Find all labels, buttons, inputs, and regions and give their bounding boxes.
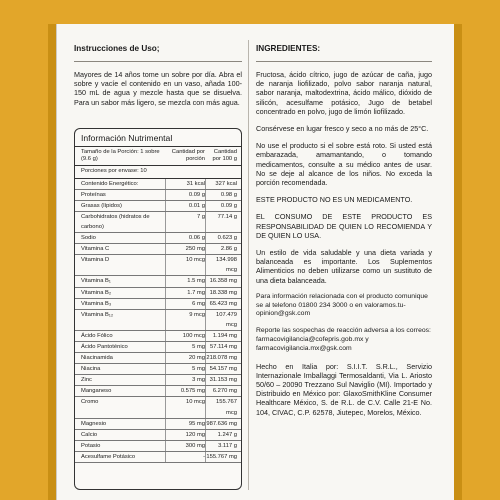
serving-size: Tamaño de la Porción: 1 sobre (9.6 g) — [81, 149, 160, 162]
nutrient-per-serving: 3 mg — [165, 375, 205, 385]
nutrition-row — [75, 288, 241, 299]
nutrition-row — [75, 375, 241, 386]
nutrient-per-100: 6.270 mg — [205, 386, 237, 396]
nutrient-name: Vitamina B₃ — [81, 300, 112, 307]
nutrient-per-100: 107.479 mcg — [205, 310, 237, 330]
nutrient-per-serving: 9 mcg — [165, 310, 205, 330]
nutrition-row — [75, 212, 241, 233]
package-edge-right — [454, 24, 462, 500]
nutrient-per-serving: 1.7 mg — [165, 288, 205, 298]
nutrient-per-100: 77.14 g — [205, 212, 237, 232]
nutrient-per-serving: 0.06 g — [165, 233, 205, 243]
ingredients-text: Fructosa, ácido cítrico, jugo de azúcar de caña, jugo de naranja liofilizado, polvo sabor naranja natural, sabor naranja, maltodextrina, ácido málico, dióxido de silicón, acesulfame potásico, Jugo de betabel concentrado en polvo, jugo de limón liofilizado. — [256, 70, 432, 116]
nutrition-row — [75, 331, 241, 342]
nutrition-table — [74, 128, 242, 490]
nutrition-row — [75, 190, 241, 201]
nutrient-per-serving: 120 mg — [165, 430, 205, 440]
nutrient-per-serving: 5 mg — [165, 364, 205, 374]
col-per-100: Cantidad por 100 g — [212, 149, 237, 162]
ingredients-rule — [256, 61, 432, 62]
nutrient-name: Calcio — [81, 431, 98, 438]
nutrient-per-serving: 0.09 g — [165, 190, 205, 200]
package-edge-left — [48, 24, 56, 500]
col-per-serving: Cantidad por porción — [171, 149, 205, 162]
nutrition-row — [75, 397, 241, 418]
nutrient-per-serving: 10 mcg — [165, 397, 205, 417]
nutrient-per-serving: 10 mcg — [165, 255, 205, 275]
nutrient-name: Magnesio — [81, 420, 107, 427]
nutrient-name: Manganeso — [81, 388, 112, 395]
nutrient-per-100: 1.247 g — [205, 430, 237, 440]
nutrient-per-100: 327 kcal — [205, 179, 237, 189]
contact-text: Para información relacionada con el producto comunique se al telefono 01800 234 3000 o en valoramos.tu-opinion@gsk.com — [256, 292, 428, 318]
nutrient-name: Ácido Fólico — [81, 332, 113, 339]
manufacturer-text: Hecho en Italia por: S.I.I.T. S.R.L., Servizio Internazionale Imballaggi Termosaldanti, Via L. Ariosto 50/60 – 20090 Trezzano Sul Naviglio (MI). Importado y Distribuido en México por: GlaxoSmithKline Consumer Healthcare México, S. de R.L. de C.V. Calle 21-E No. 104, CIVAC, C.P. 62578, Jiutepec, Morelos, México. — [256, 361, 432, 417]
instructions-title: Instrucciones de Uso; — [74, 44, 160, 53]
nutrition-row — [75, 299, 241, 310]
nutrient-per-100: 155.767 mcg — [205, 397, 237, 417]
warning-text: No use el producto si el sobre está roto. Si usted está embarazada, amamantando, o tomando medicamentos, consulte a su médico antes de usar. No se deje al alcance de los niños. No exceda la porción recomendada. — [256, 141, 432, 188]
ingredients-section — [256, 44, 432, 425]
pharmacovigilance-text: Reporte las sospechas de reacción adversa a los correos: farmacovigilancia@cofepris.gob.mx y farmacovigilancia.mx@gsk.com — [256, 327, 431, 352]
instructions-section — [74, 44, 242, 115]
nutrient-name: Vitamina B₁ — [81, 278, 111, 285]
nutrient-name: Zinc — [81, 377, 92, 384]
nutrient-name: Vitamina B₁₂ — [81, 311, 114, 318]
nutrition-row — [75, 342, 241, 353]
nutrient-name: Grasas (lípidos) — [81, 202, 122, 209]
nutrition-row — [75, 310, 241, 331]
nutrient-per-serving: 20 mg — [165, 353, 205, 363]
nutrition-row — [75, 419, 241, 430]
nutrition-row — [75, 386, 241, 397]
nutrition-rows — [75, 179, 241, 463]
nutrient-per-100: 3.117 g — [205, 441, 237, 451]
nutrition-row — [75, 201, 241, 212]
nutrient-per-serving: 95 mg — [165, 419, 205, 429]
nutrient-per-100: 987.636 mg — [205, 419, 237, 429]
nutrient-name: Niacinamida — [81, 355, 113, 362]
nutrient-name: Vitamina C — [81, 246, 110, 253]
nutrient-per-100: 218.078 mg — [205, 353, 237, 363]
nutrient-per-serving: - — [165, 452, 205, 462]
nutrient-per-100: 18.338 mg — [205, 288, 237, 298]
nutrient-name: Cromo — [81, 399, 99, 406]
nutrient-name: Potasio — [81, 442, 101, 449]
nutrition-title: Información Nutrimental — [75, 129, 241, 147]
nutrition-row — [75, 255, 241, 276]
nutrient-per-100: 155.767 mg — [205, 452, 237, 462]
nutrient-per-100: 134.998 mcg — [205, 255, 237, 275]
nutrient-name: Contenido Energético: — [81, 180, 139, 187]
nutrient-per-100: 2.86 g — [205, 244, 237, 254]
ingredients-title: INGREDIENTES: — [256, 44, 321, 53]
nutrient-name: Vitamina D — [81, 257, 110, 264]
nutrient-per-serving: 1.5 mg — [165, 276, 205, 286]
instructions-text: Mayores de 14 años tome un sobre por día. Abra el sobre y vacíe el contenido en un vaso, añada 100-150 mL de agua y mezcle hasta que se disuelva. Para un sabor más ligero, se mezcla con más agua. — [74, 70, 242, 107]
nutrient-per-100: 54.157 mg — [205, 364, 237, 374]
nutrient-per-serving: 7 g — [165, 212, 205, 232]
nutrition-row — [75, 364, 241, 375]
nutrient-per-serving: 0.01 g — [165, 201, 205, 211]
nutrient-per-serving: 250 mg — [165, 244, 205, 254]
storage-text: Consérvese en lugar fresco y seco a no más de 25°C. — [256, 124, 429, 134]
nutrient-per-100: 0.98 g — [205, 190, 237, 200]
nutrient-per-serving: 0.575 mg — [165, 386, 205, 396]
nutrient-name: Vitamina B₂ — [81, 289, 112, 296]
nutrient-per-100: 65.423 mg — [205, 299, 237, 309]
nutrient-name: Sodio — [81, 235, 96, 242]
nutrient-per-serving: 300 mg — [165, 441, 205, 451]
nutrient-name: Ácido Pantoténico — [81, 344, 128, 350]
nutrition-header — [75, 147, 241, 166]
nutrient-per-100: 0.09 g — [205, 201, 237, 211]
nutrition-row — [75, 276, 241, 287]
nutrient-per-100: 0.623 g — [205, 233, 237, 243]
not-medicine-text: ESTE PRODUCTO NO ES UN MEDICAMENTO. — [256, 195, 413, 205]
nutrition-row — [75, 233, 241, 244]
nutrition-row — [75, 353, 241, 364]
nutrient-name: Niacina — [81, 366, 101, 373]
column-divider — [248, 40, 249, 490]
nutrition-row — [75, 179, 241, 190]
nutrient-per-serving: 100 mcg — [165, 331, 205, 341]
lifestyle-text: Un estilo de vida saludable y una dieta variada y balanceada es importante. Los Suplementos Alimenticios no deben utilizarse como un sustituto de una dieta balanceada. — [256, 248, 432, 285]
nutrient-name: Acesulfame Potásico — [81, 453, 136, 460]
nutrition-row — [75, 430, 241, 441]
nutrient-name: Proteínas — [81, 191, 106, 198]
nutrient-per-serving: 31 kcal — [165, 179, 205, 189]
nutrient-per-serving: 5 mg — [165, 342, 205, 352]
nutrient-per-100: 31.153 mg — [205, 375, 237, 385]
nutrition-row — [75, 452, 241, 463]
nutrient-per-100: 16.358 mg — [205, 276, 237, 286]
nutrient-per-100: 1.194 mg — [205, 331, 237, 341]
nutrition-row — [75, 441, 241, 452]
nutrient-per-serving: 6 mg — [165, 299, 205, 309]
servings-per-container: Porciones por envase: 10 — [75, 166, 241, 179]
nutrient-name: Carbohidratos (hidratos de carbono) — [81, 213, 150, 230]
instructions-rule — [74, 61, 242, 62]
nutrient-per-100: 57.114 mg — [205, 342, 237, 352]
responsibility-text: EL CONSUMO DE ESTE PRODUCTO ES RESPONSABILIDAD DE QUIEN LO RECOMIENDA Y DE QUIEN LO USA. — [256, 212, 432, 240]
nutrition-row — [75, 244, 241, 255]
